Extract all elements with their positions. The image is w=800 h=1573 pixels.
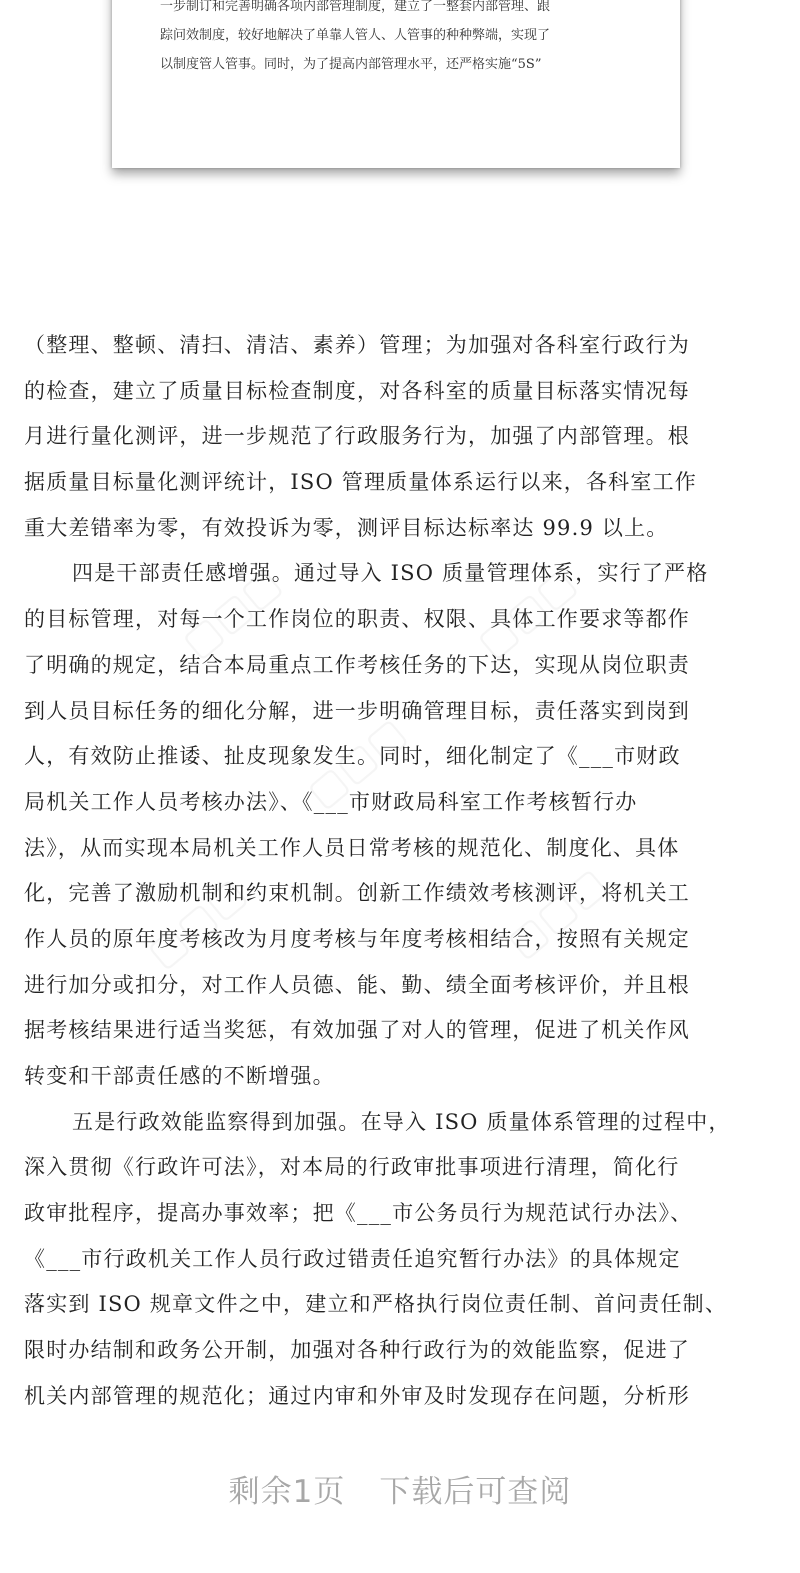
remaining-count-label: 剩余1页 [228, 1474, 346, 1510]
document-line: 机关内部管理的规范化；通过内审和外审及时发现存在问题，分析形 [24, 1383, 690, 1408]
document-line: 局机关工作人员考核办法》、《___市财政局科室工作考核暂行办 [24, 789, 638, 814]
document-line: 落实到 ISO 规章文件之中，建立和严格执行岗位责任制、首问责任制、 [24, 1292, 728, 1317]
document-line: 转变和干部责任感的不断增强。 [24, 1064, 335, 1088]
preview-line: 以制度管人管事。同时，为了提高内部管理水平，还严格实施“5S” [160, 57, 542, 72]
document-line: 四是干部责任感增强。通过导入 ISO 质量管理体系，实行了严格 [72, 561, 709, 586]
document-line: 月进行量化测评，进一步规范了行政服务行为，加强了内部管理。根 [24, 424, 690, 449]
document-line: 据考核结果进行适当奖惩，有效加强了对人的管理，促进了机关作风 [24, 1018, 690, 1043]
document-line: 人，有效防止推诿、扯皮现象发生。同时，细化制定了《___市财政 [24, 744, 681, 769]
download-action-label: 下载后可查阅 [379, 1474, 572, 1510]
document-line: 的检查，建立了质量目标检查制度，对各科室的质量目标落实情况每 [24, 378, 690, 403]
download-to-view-link[interactable] [229, 1462, 572, 1522]
document-line: 作人员的原年度考核改为月度考核与年度考核相结合，按照有关规定 [24, 926, 690, 951]
document-line: 限时办结制和政务公开制，加强对各种行政行为的效能监察，促进了 [24, 1338, 690, 1363]
document-line: 的目标管理，对每一个工作岗位的职责、权限、具体工作要求等都作 [24, 607, 690, 632]
document-line: 据质量目标量化测评统计，ISO 管理质量体系运行以来，各科室工作 [24, 470, 697, 495]
document-line: 进行加分或扣分，对工作人员德、能、勤、绩全面考核评价，并且根 [24, 972, 690, 997]
document-line: 《___市行政机关工作人员行政过错责任追究暂行办法》的具体规定 [24, 1246, 681, 1271]
document-line: 重大差错率为零，有效投诉为零，测评目标达标率达 99.9 以上。 [24, 515, 669, 540]
preview-page-card [112, 0, 680, 168]
document-body [24, 323, 794, 1420]
document-line: 五是行政效能监察得到加强。在导入 ISO 质量体系管理的过程中， [72, 1109, 731, 1134]
document-line: 政审批程序，提高办事效率；把《___市公务员行为规范试行办法》、 [24, 1201, 693, 1226]
document-line: 了明确的规定，结合本局重点工作考核任务的下达，实现从岗位职责 [24, 652, 690, 677]
preview-text [160, 0, 640, 79]
document-line: 化，完善了激励机制和约束机制。创新工作绩效考核测评，将机关工 [24, 881, 690, 906]
document-line: 深入贯彻《行政许可法》，对本局的行政审批事项进行清理，简化行 [24, 1155, 680, 1180]
document-line: 法》，从而实现本局机关工作人员日常考核的规范化、制度化、具体 [24, 835, 680, 860]
preview-line: 一步制订和完善明确各项内部管理制度，建立了一整套内部管理、跟 [160, 0, 551, 14]
document-line: （整理、整顿、清扫、清洁、素养）管理；为加强对各科室行政行为 [24, 333, 690, 357]
preview-line: 踪问效制度，较好地解决了单靠人管人、人管事的种种弊端，实现了 [160, 28, 551, 43]
remaining-pages-bar [0, 1462, 800, 1522]
document-line: 到人员目标任务的细化分解，进一步明确管理目标，责任落实到岗到 [24, 698, 690, 723]
